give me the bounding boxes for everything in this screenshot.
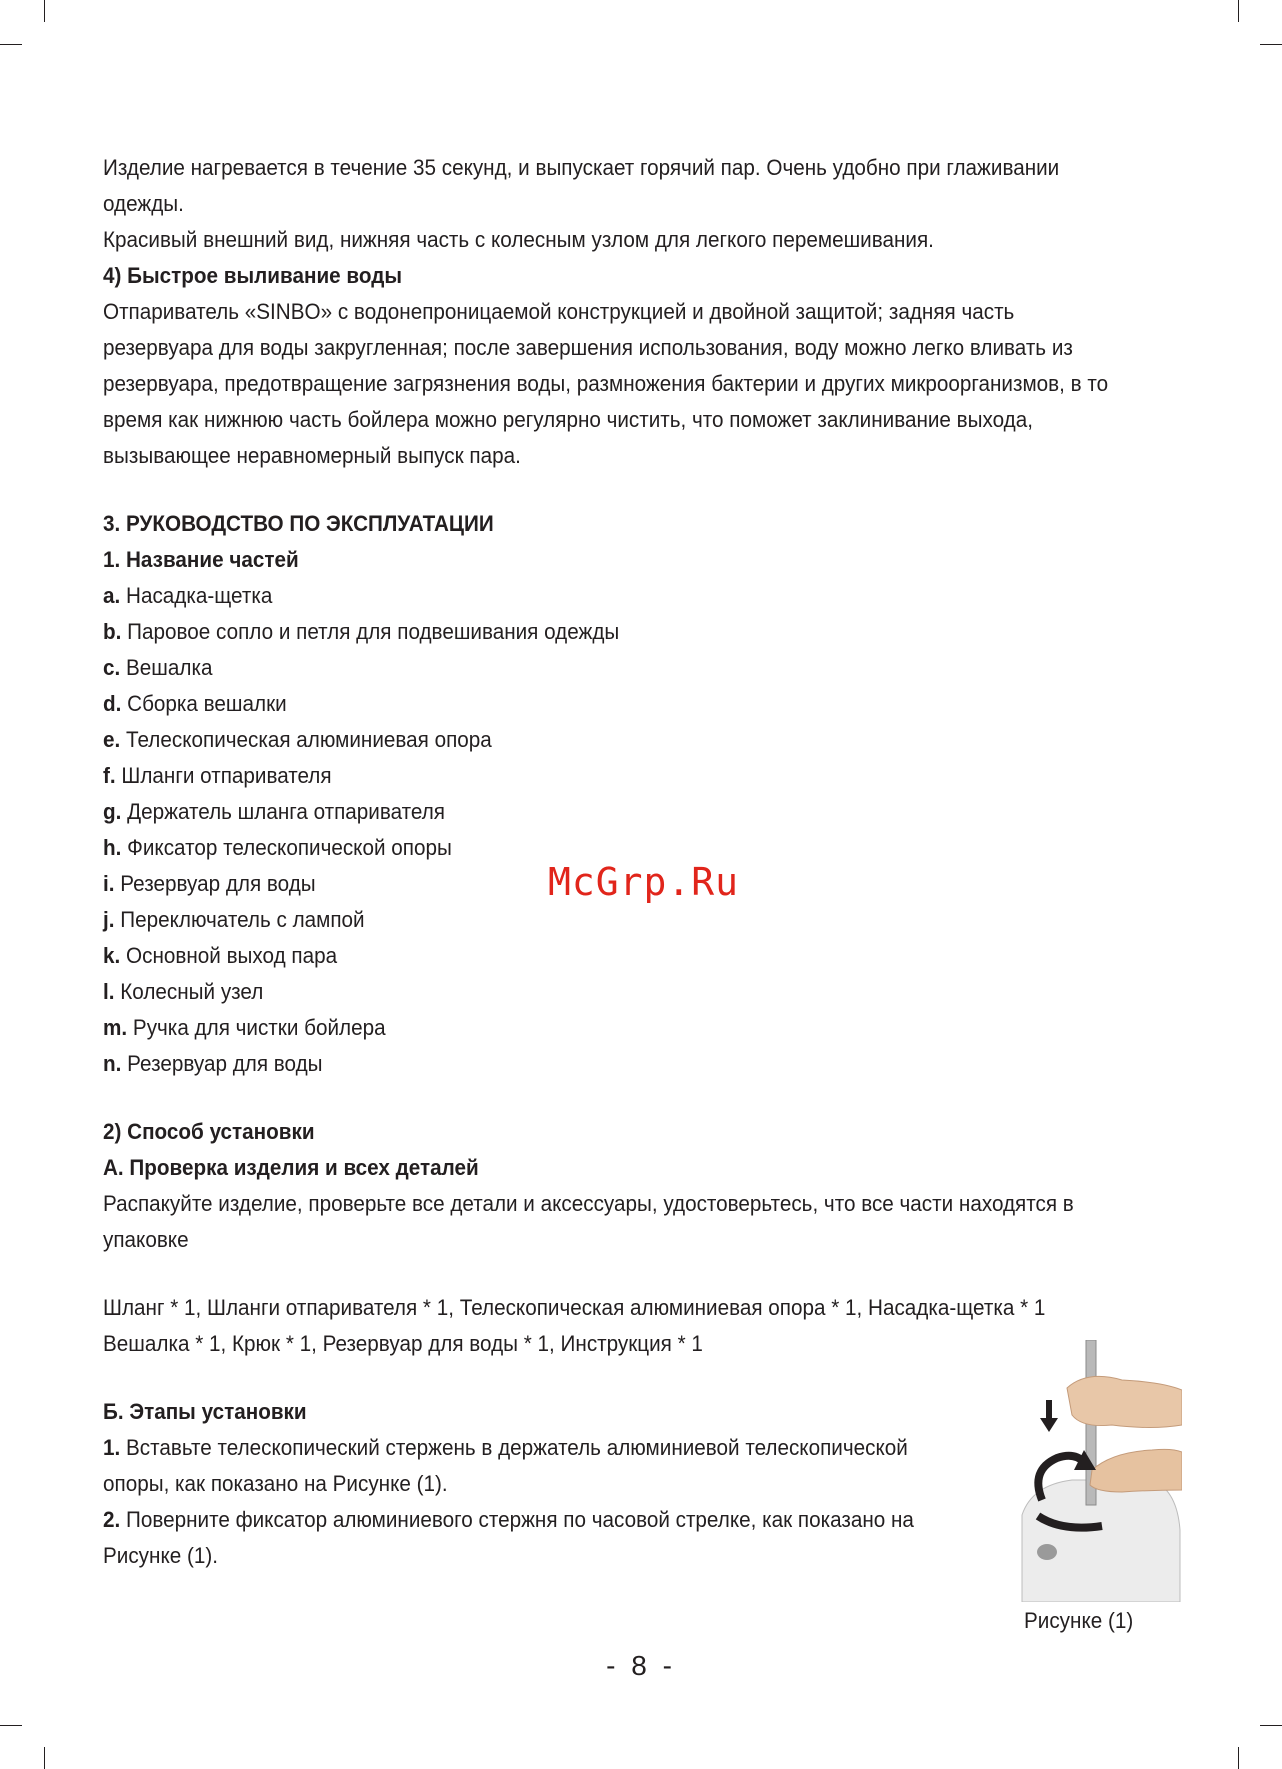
manual-heading: 3. РУКОВОДСТВО ПО ЭКСПЛУАТАЦИИ xyxy=(103,511,494,536)
list-item: k. Основной выход пара xyxy=(103,943,338,968)
list-item: m. Ручка для чистки бойлера xyxy=(103,1015,386,1040)
list-item: i. Резервуар для воды xyxy=(103,871,316,896)
crop-mark xyxy=(1260,1725,1282,1726)
crop-mark xyxy=(44,0,45,22)
section-4-body: Отпариватель «SINBO» с водонепроницаемой конструкцией и двойной защитой; задняя часть резервуара для воды закругленная; после завершения использования, воду можно легко вливать из резервуара, предотвращение загрязнения воды, размножения бактерии и других микроорганизмов, в то время как нижнюю часть бойлера можно регулярно чистить, что поможет заклинивание выхода, вызывающее неравномерный выпуск пара. xyxy=(103,299,1109,468)
contents-line-2: Вешалка * 1, Крюк * 1, Резервуар для воды * 1, Инструкция * 1 xyxy=(103,1331,703,1356)
list-item: g. Держатель шланга отпаривателя xyxy=(103,799,445,824)
parts-heading: 1. Название частей xyxy=(103,547,299,572)
list-item: e. Телескопическая алюминиевая опора xyxy=(103,727,492,752)
list-item: b. Паровое сопло и петля для подвешивания одежды xyxy=(103,619,620,644)
steps-b-heading: Б. Этапы установки xyxy=(103,1399,307,1424)
page-number: - 8 - xyxy=(606,1650,676,1681)
list-item: j. Переключатель с лампой xyxy=(103,907,365,932)
list-item: a. Насадка-щетка xyxy=(103,583,273,608)
crop-mark xyxy=(0,1725,22,1726)
installation-heading: 2) Способ установки xyxy=(103,1119,315,1144)
list-item: n. Резервуар для воды xyxy=(103,1051,323,1076)
list-item: 1. Вставьте телескопический стержень в держатель алюминиевой телескопической опоры, как показано на Рисунке (1). xyxy=(103,1435,908,1496)
list-item: h. Фиксатор телескопической опоры xyxy=(103,835,452,860)
intro-line-2: Красивый внешний вид, нижняя часть с колесным узлом для легкого перемешивания. xyxy=(103,227,934,252)
crop-mark xyxy=(1238,0,1239,22)
list-item: 2. Поверните фиксатор алюминиевого стержня по часовой стрелке, как показано на Рисунке (1). xyxy=(103,1507,914,1568)
list-item: d. Сборка вешалки xyxy=(103,691,287,716)
intro-line-1: Изделие нагревается в течение 35 секунд, и выпускает горячий пар. Очень удобно при глаживании одежды. xyxy=(103,155,1060,216)
crop-mark xyxy=(1238,1747,1239,1769)
watermark: McGrp.Ru xyxy=(548,860,740,904)
section-4-heading: 4) Быстрое выливание воды xyxy=(103,263,403,288)
list-item: f. Шланги отпаривателя xyxy=(103,763,332,788)
crop-mark xyxy=(1260,44,1282,45)
crop-mark xyxy=(0,44,22,45)
contents-line-1: Шланг * 1, Шланги отпаривателя * 1, Телескопическая алюминиевая опора * 1, Насадка-щетка * 1 xyxy=(103,1295,1046,1320)
steps-list xyxy=(103,1430,949,1574)
check-a-heading: А. Проверка изделия и всех деталей xyxy=(103,1155,479,1180)
list-item: c. Вешалка xyxy=(103,655,213,680)
figure-caption: Рисунке (1) xyxy=(1024,1608,1134,1633)
list-item: l. Колесный узел xyxy=(103,979,264,1004)
crop-mark xyxy=(44,1747,45,1769)
parts-list xyxy=(103,578,1118,1082)
check-a-body: Распакуйте изделие, проверьте все детали и аксессуары, удостоверьтесь, что все части находятся в упаковке xyxy=(103,1191,1074,1252)
installation-figure xyxy=(1002,1340,1182,1602)
